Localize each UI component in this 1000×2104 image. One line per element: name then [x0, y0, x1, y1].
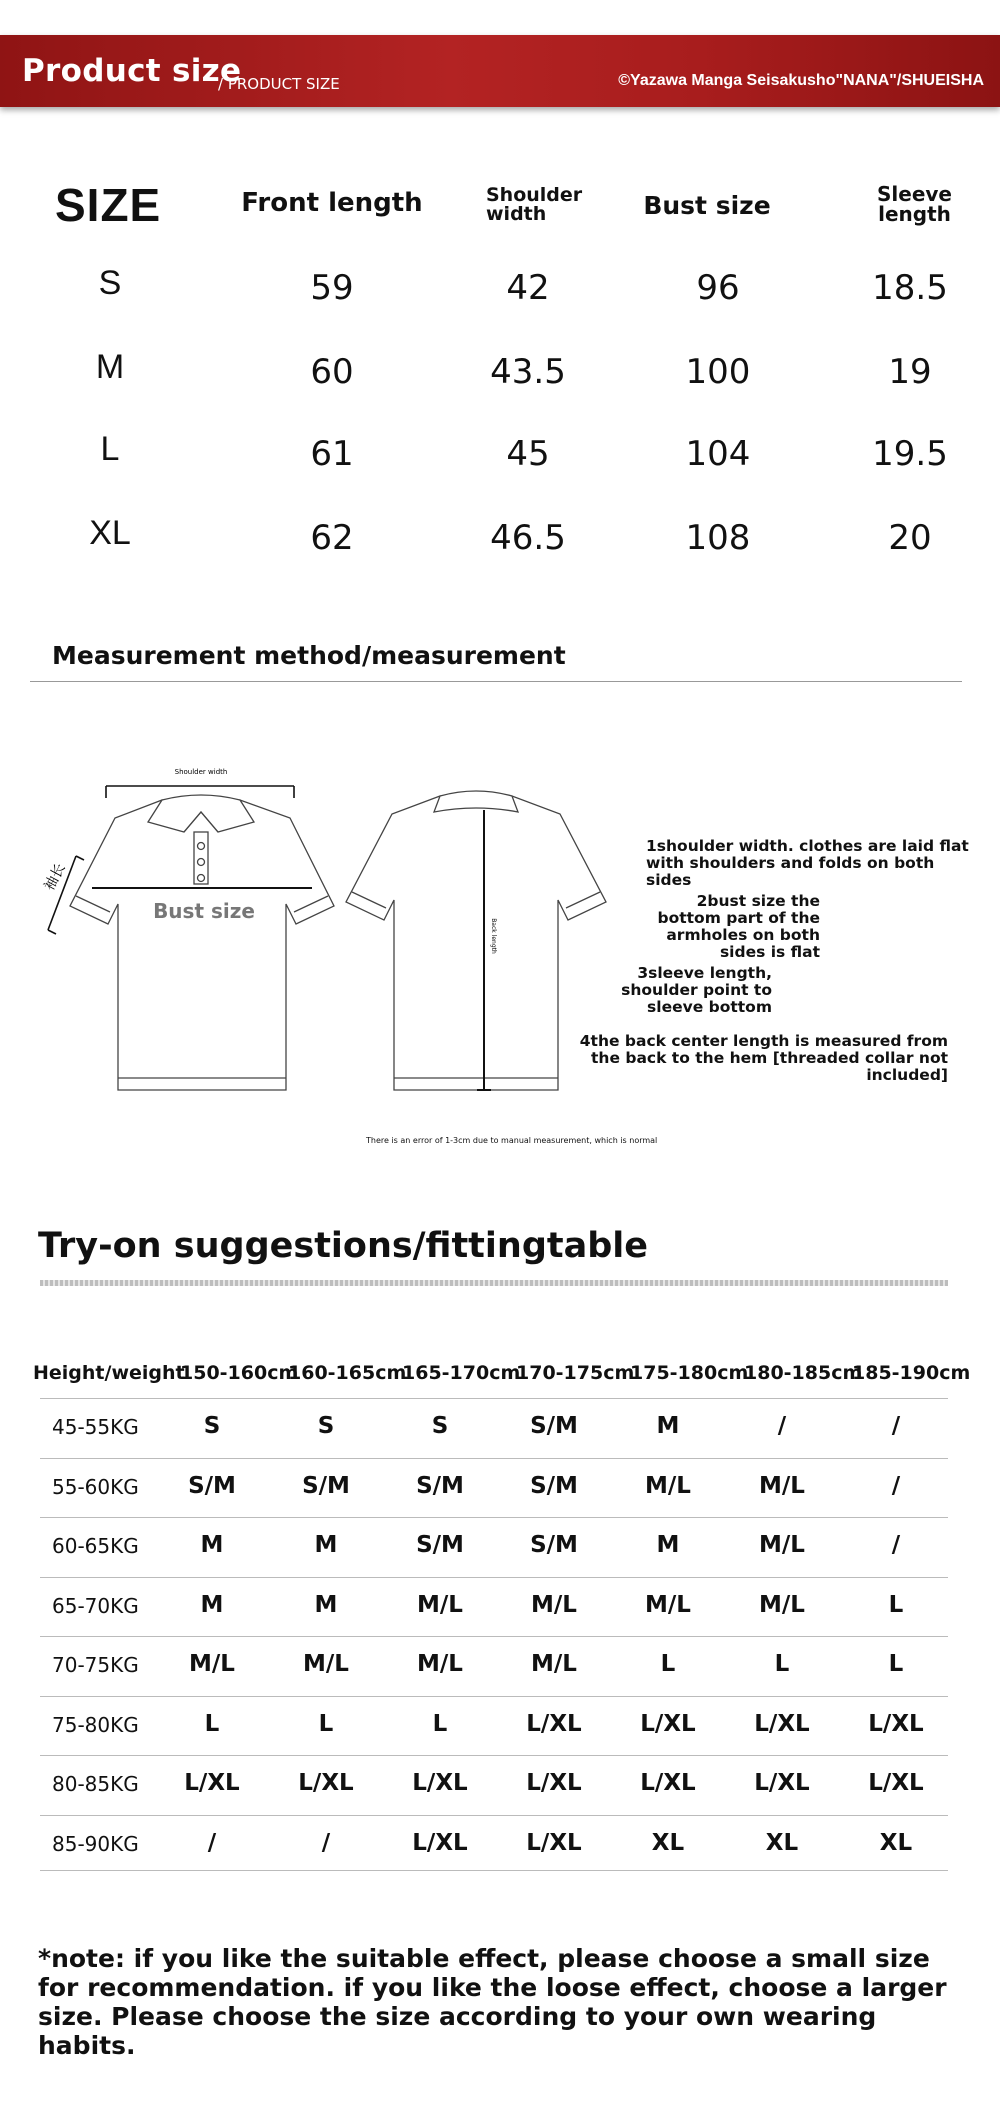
size-header: SIZE	[55, 179, 162, 231]
height-header-3: 165-170cm	[402, 1362, 521, 1384]
weight-cell: 60-65KG	[52, 1534, 139, 1558]
back-shirt	[346, 791, 606, 1090]
size-cell: /	[777, 1413, 787, 1439]
measure-point-3: 3sleeve length, shoulder point to sleeve bottom	[621, 964, 772, 1016]
table-row	[40, 1815, 948, 1875]
size-cell: S	[317, 1413, 335, 1439]
weight-cell: 75-80KG	[52, 1712, 139, 1737]
size-cell: L/XL	[868, 1710, 924, 1737]
size-cell: S/M	[188, 1472, 236, 1499]
weight-cell: 45-55KG	[52, 1415, 139, 1439]
height-header-7: 185-190cm	[852, 1362, 971, 1384]
size-row-xl: XL	[89, 514, 131, 552]
bust-size-label: Bust size	[153, 899, 255, 923]
size-cell: L/XL	[412, 1770, 468, 1796]
shoulder-width-label: Shoulder width	[174, 768, 228, 776]
size-cell: S/M	[530, 1532, 578, 1558]
size-cell: S/M	[530, 1413, 578, 1439]
front-length-m: 60	[310, 352, 354, 392]
size-cell: M/L	[531, 1591, 577, 1618]
height-header-6: 180-185cm	[744, 1362, 863, 1384]
copyright-text: ©Yazawa Manga Seisakusho"NANA"/SHUEISHA	[618, 72, 984, 89]
bust-size-l: 104	[685, 434, 751, 474]
weight-cell: 80-85KG	[52, 1772, 139, 1796]
sleeve-length-label: 袖长	[41, 861, 69, 894]
size-cell: L/XL	[640, 1770, 696, 1796]
sleeve-length-s: 18.5	[872, 268, 948, 308]
front-length-xl: 62	[310, 518, 354, 558]
size-cell: L/XL	[526, 1710, 582, 1737]
bust-size-xl: 108	[685, 518, 751, 558]
size-cell: L/XL	[526, 1829, 582, 1856]
size-cell: M/L	[417, 1651, 463, 1677]
size-cell: /	[891, 1413, 901, 1439]
front-length-l: 61	[310, 434, 354, 474]
size-cell: M/L	[645, 1591, 691, 1618]
sizing-note: *note: if you like the suitable effect, please choose a small size for recommendation. if you like the loose effect, choose a larger size. Please choose the size according to your own wearing habits.	[38, 1944, 947, 2060]
size-cell: XL	[879, 1829, 913, 1856]
size-cell: M/L	[531, 1651, 577, 1677]
weight-cell: 70-75KG	[52, 1653, 139, 1677]
bust-size-s: 96	[696, 268, 740, 308]
size-cell: M/L	[189, 1651, 235, 1677]
size-cell: M	[314, 1532, 338, 1558]
size-cell: L	[204, 1710, 220, 1737]
size-cell: L/XL	[640, 1710, 696, 1737]
weight-cell: 65-70KG	[52, 1593, 139, 1618]
measure-point-4: 4the back center length is measured from the back to the hem [threaded collar not included]	[579, 1032, 948, 1084]
size-cell: S	[203, 1413, 221, 1439]
size-cell: S/M	[302, 1472, 350, 1499]
bust-size-header: Bust size	[643, 191, 771, 220]
size-cell: L	[888, 1651, 904, 1677]
table-row	[40, 1458, 948, 1518]
size-cell: /	[891, 1532, 901, 1558]
size-cell: M	[200, 1532, 224, 1558]
front-length-header: Front length	[241, 188, 423, 218]
table-row	[40, 1517, 948, 1577]
size-cell: L/XL	[754, 1710, 810, 1737]
measure-point-1: 1shoulder width. clothes are laid flat with shoulders and folds on both sides	[646, 837, 969, 889]
measure-point-2: 2bust size the bottom part of the armholes on both sides is flat	[657, 892, 820, 961]
size-cell: L/XL	[412, 1829, 468, 1856]
measurement-divider	[30, 681, 962, 682]
back-length-label: Back length	[490, 918, 497, 954]
shoulder-width-m: 43.5	[490, 352, 566, 392]
size-cell: L/XL	[754, 1770, 810, 1796]
size-cell: /	[207, 1829, 217, 1856]
bust-size-m: 100	[685, 352, 751, 392]
fitting-corner-header: Height/weight	[33, 1362, 185, 1384]
garment-diagram	[40, 760, 620, 1100]
table-row	[40, 1755, 948, 1815]
shoulder-width-header: Shoulder width	[486, 184, 583, 225]
table-row	[40, 1636, 948, 1696]
size-cell: M/L	[645, 1472, 691, 1499]
fitting-divider	[40, 1280, 948, 1286]
size-cell: L	[774, 1651, 790, 1677]
size-cell: /	[891, 1472, 901, 1499]
size-cell: /	[321, 1829, 331, 1856]
size-cell: M	[200, 1591, 224, 1618]
page-title: Product size	[22, 53, 242, 89]
sleeve-length-m: 19	[888, 352, 932, 392]
page-subtitle: / PRODUCT SIZE	[218, 75, 340, 93]
size-cell: M	[314, 1591, 338, 1618]
height-header-5: 175-180cm	[630, 1362, 749, 1384]
size-cell: S/M	[530, 1472, 578, 1499]
front-shirt	[70, 795, 334, 1090]
size-cell: S/M	[416, 1532, 464, 1558]
size-cell: XL	[765, 1829, 799, 1856]
size-cell: L	[318, 1710, 334, 1737]
sleeve-length-header: Sleeve length	[877, 182, 952, 226]
weight-cell: 55-60KG	[52, 1474, 139, 1499]
size-cell: L	[888, 1591, 904, 1618]
table-row	[40, 1398, 948, 1458]
size-cell: S/M	[416, 1472, 464, 1499]
weight-cell: 85-90KG	[52, 1831, 139, 1856]
height-header-4: 170-175cm	[516, 1362, 635, 1384]
size-cell: M	[656, 1413, 680, 1439]
size-cell: L/XL	[526, 1770, 582, 1796]
shoulder-width-s: 42	[506, 268, 550, 308]
front-length-s: 59	[310, 268, 354, 308]
size-cell: M/L	[303, 1651, 349, 1677]
size-row-m: M	[95, 348, 125, 386]
sleeve-length-l: 19.5	[872, 434, 948, 474]
size-cell: L	[432, 1710, 448, 1737]
size-cell: M/L	[759, 1532, 805, 1558]
size-cell: L/XL	[298, 1770, 354, 1796]
height-header-1: 150-160cm	[180, 1362, 299, 1384]
shoulder-width-xl: 46.5	[490, 518, 566, 558]
table-row	[40, 1696, 948, 1756]
size-cell: L/XL	[868, 1770, 924, 1796]
measurement-error-note: There is an error of 1-3cm due to manual measurement, which is normal	[366, 1136, 658, 1145]
header-banner	[0, 35, 1000, 107]
fitting-title: Try-on suggestions/fittingtable	[38, 1226, 649, 1266]
size-cell: M/L	[417, 1591, 463, 1618]
table-row	[40, 1577, 948, 1637]
measurement-title: Measurement method/measurement	[52, 641, 566, 670]
size-cell: L/XL	[184, 1770, 240, 1796]
sleeve-length-xl: 20	[888, 518, 932, 558]
height-header-2: 160-165cm	[288, 1362, 407, 1384]
size-cell: XL	[651, 1829, 685, 1856]
shoulder-width-l: 45	[506, 434, 550, 474]
size-cell: M/L	[759, 1591, 805, 1618]
size-cell: M	[656, 1532, 680, 1558]
fitting-table-bottom-rule	[40, 1870, 948, 1871]
size-row-s: S	[98, 264, 122, 302]
size-cell: M/L	[759, 1472, 805, 1499]
size-row-l: L	[100, 430, 120, 468]
size-cell: L	[660, 1651, 676, 1677]
size-cell: S	[431, 1413, 449, 1439]
